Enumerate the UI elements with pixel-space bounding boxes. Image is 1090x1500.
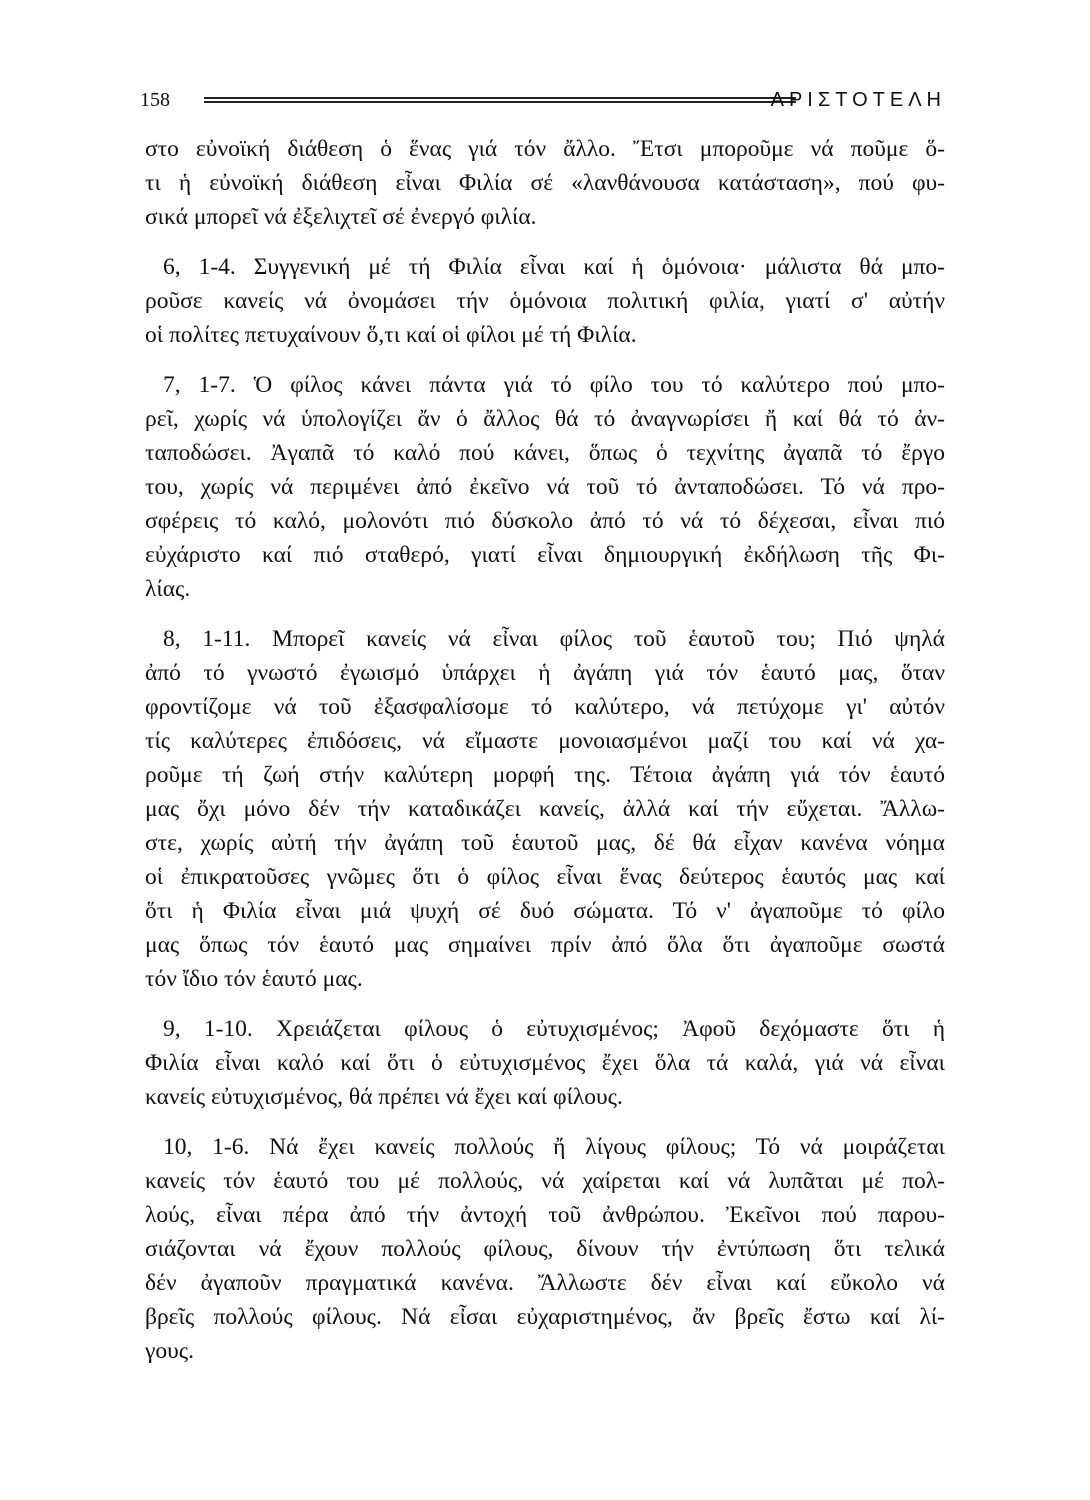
paragraph <box>145 132 945 234</box>
text-line: ἀπό τό γνωστό ἐγωισμό ὑπάρχει ἡ ἀγάπη γιά τόν ἑαυτό μας, ὅταν <box>145 660 945 686</box>
text-line: ροῦσε κανείς νά ὀνομάσει τήν ὁμόνοια πολιτική φιλία, γιατί σ' αὐτήν <box>145 288 945 314</box>
text-line: 6, 1-4. Συγγενική μέ τή Φιλία εἶναι καί ἡ ὁμόνοια· μάλιστα θά μπο- <box>163 254 945 280</box>
text-line: κανείς τόν ἑαυτό του μέ πολλούς, νά χαίρεται καί νά λυπᾶται μέ πολ- <box>145 1168 945 1194</box>
text-line: ταποδώσει. Ἀγαπᾶ τό καλό πού κάνει, ὅπως ὁ τεχνίτης ἀγαπᾶ τό ἔργο <box>145 440 945 466</box>
text-line: μας ὅπως τόν ἑαυτό μας σημαίνει πρίν ἀπό ὅλα ὅτι ἀγαποῦμε σωστά <box>145 932 945 958</box>
text-line: του, χωρίς νά περιμένει ἀπό ἐκεῖνο νά τοῦ τό ἀνταποδώσει. Τό νά προ- <box>145 474 945 500</box>
text-line: Φιλία εἶναι καλό καί ὅτι ὁ εὐτυχισμένος ἔχει ὅλα τά καλά, γιά νά εἶναι <box>145 1050 945 1076</box>
paragraph <box>145 1130 945 1368</box>
page-number: 158 <box>140 89 170 111</box>
text-line: οἱ πολίτες πετυχαίνουν ὅ,τι καί οἱ φίλοι μέ τή Φιλία. <box>145 322 637 348</box>
text-line: στο εὐνοϊκή διάθεση ὁ ἕνας γιά τόν ἄλλο. Ἔτσι μποροῦμε νά ποῦμε ὅ- <box>145 136 945 162</box>
text-line: ρεῖ, χωρίς νά ὑπολογίζει ἄν ὁ ἄλλος θά τό ἀναγνωρίσει ἤ καί θά τό ἀν- <box>145 406 945 432</box>
text-line: λίας. <box>145 576 191 602</box>
text-line: 8, 1-11. Μπορεῖ κανείς νά εἶναι φίλος τοῦ ἑαυτοῦ του; Πιό ψηλά <box>163 626 945 652</box>
header-double-rule <box>204 97 796 103</box>
paragraph <box>145 250 945 352</box>
text-line: κανείς εὐτυχισμένος, θά πρέπει νά ἔχει καί φίλους. <box>145 1084 623 1110</box>
text-line: φροντίζομε νά τοῦ ἐξασφαλίσομε τό καλύτερο, νά πετύχομε γι' αὐτόν <box>145 694 945 720</box>
text-line: τι ἡ εὐνοϊκή διάθεση εἶναι Φιλία σέ «λανθάνουσα κατάσταση», πού φυ- <box>145 170 945 196</box>
text-line: στε, χωρίς αὐτή τήν ἀγάπη τοῦ ἑαυτοῦ μας, δέ θά εἶχαν κανένα νόημα <box>145 830 945 856</box>
text-line: 10, 1-6. Νά ἔχει κανείς πολλούς ἤ λίγους φίλους; Τό νά μοιράζεται <box>163 1134 945 1160</box>
text-line: τίς καλύτερες ἐπιδόσεις, νά εἴμαστε μονοιασμένοι μαζί του καί νά χα- <box>145 728 945 754</box>
text-line: 9, 1-10. Χρειάζεται φίλους ὁ εὐτυχισμένος; Ἀφοῦ δεχόμαστε ὅτι ἡ <box>163 1016 945 1042</box>
text-line: σφέρεις τό καλό, μολονότι πιό δύσκολο ἀπό τό νά τό δέχεσαι, εἶναι πιό <box>145 508 945 534</box>
running-header <box>140 86 946 114</box>
text-line: γους. <box>145 1338 194 1364</box>
text-line: ροῦμε τή ζωή στήν καλύτερη μορφή της. Τέτοια ἀγάπη γιά τόν ἑαυτό <box>145 762 945 788</box>
text-line: σικά μπορεῖ νά ἐξελιχτεῖ σέ ἐνεργό φιλία. <box>145 204 537 230</box>
text-line: δέν ἀγαποῦν πραγματικά κανένα. Ἄλλωστε δέν εἶναι καί εὔκολο νά <box>145 1270 945 1296</box>
text-line: βρεῖς πολλούς φίλους. Νά εἶσαι εὐχαριστημένος, ἄν βρεῖς ἔστω καί λί- <box>145 1304 945 1330</box>
paragraph <box>145 1012 945 1114</box>
text-line: τόν ἴδιο τόν ἑαυτό μας. <box>145 966 363 992</box>
text-line: λούς, εἶναι πέρα ἀπό τήν ἀντοχή τοῦ ἀνθρώπου. Ἐκεῖνοι πού παρου- <box>145 1202 945 1228</box>
text-line: ὅτι ἡ Φιλία εἶναι μιά ψυχή σέ δυό σώματα. Τό ν' ἀγαποῦμε τό φίλο <box>145 898 945 924</box>
paragraph <box>145 622 945 996</box>
paragraph <box>145 368 945 606</box>
text-line: εὐχάριστο καί πιό σταθερό, γιατί εἶναι δημιουργική ἐκδήλωση τῆς Φι- <box>145 542 945 568</box>
page-body <box>145 132 945 1384</box>
text-line: μας ὄχι μόνο δέν τήν καταδικάζει κανείς, ἀλλά καί τήν εὔχεται. Ἄλλω- <box>145 796 945 822</box>
text-line: 7, 1-7. Ὁ φίλος κάνει πάντα γιά τό φίλο του τό καλύτερο πού μπο- <box>163 372 945 398</box>
text-line: οἱ ἐπικρατοῦσες γνῶμες ὅτι ὁ φίλος εἶναι ἕνας δεύτερος ἑαυτός μας καί <box>145 864 945 890</box>
running-title: ΑΡΙΣΤΟΤΕΛΗ <box>770 89 946 111</box>
text-line: σιάζονται νά ἔχουν πολλούς φίλους, δίνουν τήν ἐντύπωση ὅτι τελικά <box>145 1236 945 1262</box>
